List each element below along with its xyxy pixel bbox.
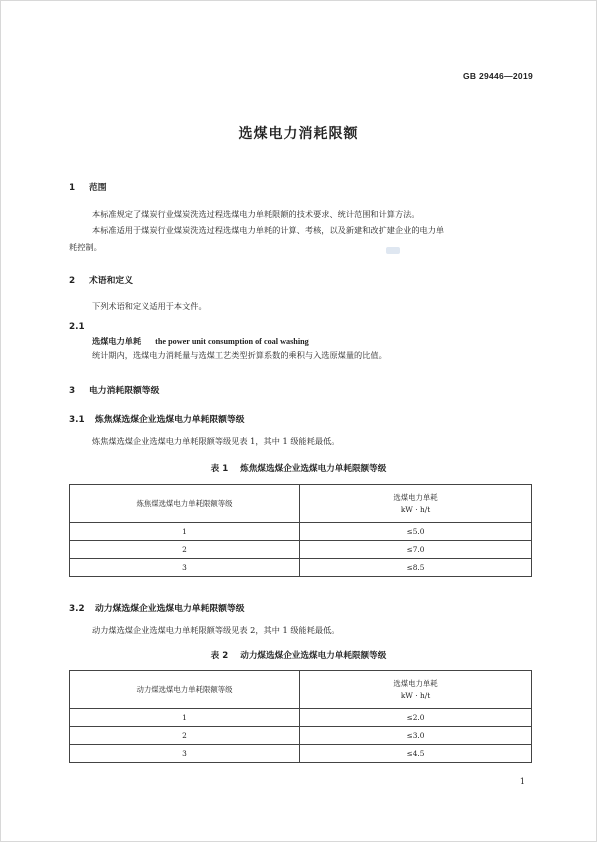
value-cell: ≤2.0 <box>300 709 532 727</box>
term-chinese: 选煤电力单耗 <box>92 336 142 346</box>
table-row <box>70 745 532 763</box>
section-2-intro: 下列术语和定义适用于本文件。 <box>92 301 207 311</box>
term-number: 2.1 <box>69 322 85 332</box>
value-cell: ≤5.0 <box>300 523 532 541</box>
section-number: 3 <box>69 386 76 396</box>
grade-cell: 1 <box>70 709 300 727</box>
table-2 <box>69 670 532 763</box>
subsection-title: 炼焦煤选煤企业选煤电力单耗限额等级 <box>95 415 245 425</box>
section-3-2-paragraph: 动力煤选煤企业选煤电力单耗限额等级见表 2，其中 1 级能耗最低。 <box>92 625 340 635</box>
grade-cell: 3 <box>70 745 300 763</box>
section-3-1-paragraph: 炼焦煤选煤企业选煤电力单耗限额等级见表 1，其中 1 级能耗最低。 <box>92 436 340 446</box>
value-cell: ≤3.0 <box>300 727 532 745</box>
section-1-paragraph-1: 本标准规定了煤炭行业煤炭洗选过程选煤电力单耗限额的技术要求、统计范围和计算方法。 <box>92 209 420 219</box>
grade-cell: 1 <box>70 523 300 541</box>
section-1-heading <box>69 180 107 193</box>
section-1-paragraph-2: 本标准适用于煤炭行业煤炭洗选过程选煤电力单耗的计算、考核，以及新建和改扩建企业的电力单 <box>92 225 445 235</box>
table-row <box>70 709 532 727</box>
table-row <box>70 523 532 541</box>
section-number: 2 <box>69 276 76 286</box>
table-header-unit-consumption <box>300 671 532 709</box>
page-number: 1 <box>519 777 525 786</box>
table-number: 表 2 <box>210 651 229 661</box>
table-2-caption <box>0 649 597 661</box>
section-number: 1 <box>69 183 76 193</box>
header-unit: kW · h/t <box>400 690 431 700</box>
watermark-mark <box>386 247 400 254</box>
subsection-number: 3.2 <box>69 604 85 614</box>
term-line <box>92 336 309 347</box>
table-title: 炼焦煤选煤企业选煤电力单耗限额等级 <box>240 464 387 474</box>
grade-cell: 3 <box>70 559 300 577</box>
section-1-paragraph-2-cont: 耗控制。 <box>69 242 102 252</box>
section-3-1-heading <box>69 412 245 425</box>
table-title: 动力煤选煤企业选煤电力单耗限额等级 <box>240 651 387 661</box>
value-cell: ≤7.0 <box>300 541 532 559</box>
grade-cell: 2 <box>70 727 300 745</box>
subsection-title: 动力煤选煤企业选煤电力单耗限额等级 <box>95 604 245 614</box>
section-2-heading <box>69 273 133 286</box>
table-row <box>70 559 532 577</box>
grade-cell: 2 <box>70 541 300 559</box>
table-1 <box>69 484 532 577</box>
section-title: 电力消耗限额等级 <box>89 386 160 396</box>
value-cell: ≤4.5 <box>300 745 532 763</box>
term-definition: 统计期内，选煤电力消耗量与选煤工艺类型折算系数的乘积与入选原煤量的比值。 <box>92 350 387 360</box>
document-title: 选煤电力消耗限额 <box>238 126 359 142</box>
table-row <box>70 727 532 745</box>
term-english: the power unit consumption of coal washing <box>155 337 309 346</box>
table-1-caption <box>0 462 597 474</box>
header-unit: kW · h/t <box>400 504 431 514</box>
table-header-grade: 动力煤选煤电力单耗限额等级 <box>70 671 300 709</box>
standard-code: GB 29446—2019 <box>462 71 533 81</box>
section-title: 范围 <box>89 183 107 193</box>
section-3-heading <box>69 383 159 396</box>
table-row <box>70 541 532 559</box>
table-header-grade: 炼焦煤选煤电力单耗限额等级 <box>70 485 300 523</box>
value-cell: ≤8.5 <box>300 559 532 577</box>
subsection-number: 3.1 <box>69 415 85 425</box>
section-3-2-heading <box>69 601 245 614</box>
section-title: 术语和定义 <box>89 276 133 286</box>
table-number: 表 1 <box>210 464 229 474</box>
table-header-unit-consumption <box>300 485 532 523</box>
header-line: 选煤电力单耗 <box>393 492 438 502</box>
header-line: 选煤电力单耗 <box>393 678 438 688</box>
